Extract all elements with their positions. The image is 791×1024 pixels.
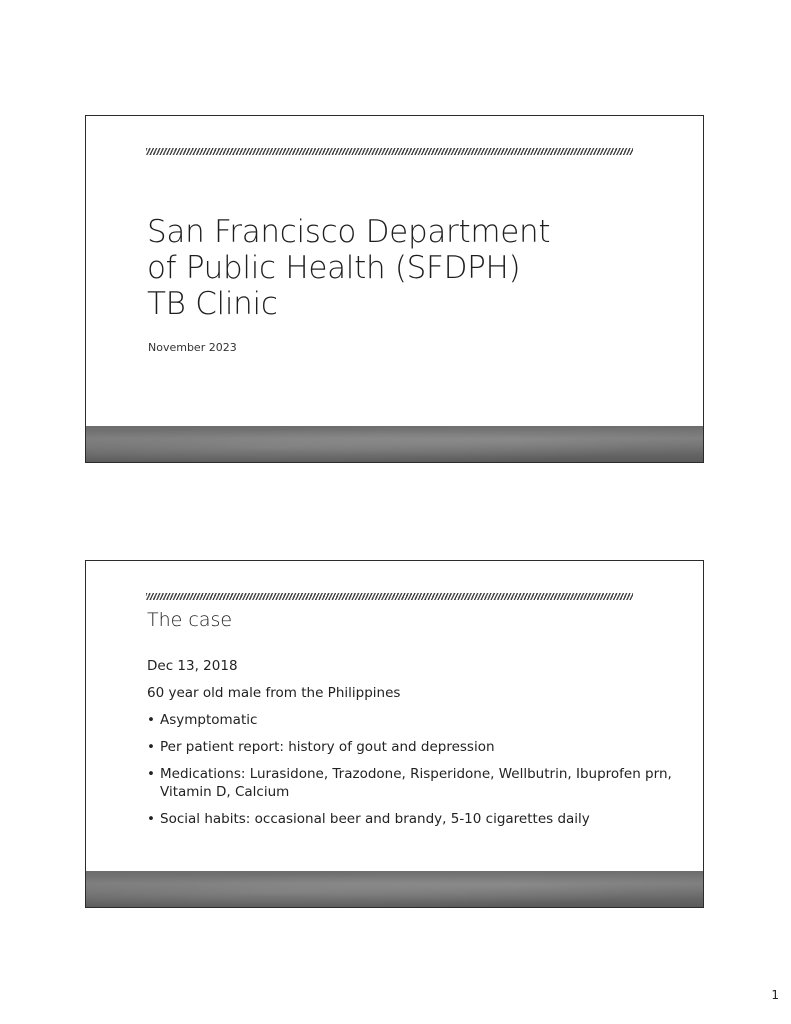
slide-title [85,115,704,463]
title-line: of Public Health (SFDPH) [147,250,521,286]
slide-footer-band [86,426,703,462]
decorative-hatch-bar [146,593,633,600]
bullet-item: • Asymptomatic [147,711,687,729]
slide-footer-band [86,871,703,907]
title-line: San Francisco Department [147,214,551,250]
slide-the-case [85,560,704,908]
case-patient-line: 60 year old male from the Philippines [147,685,401,701]
decorative-hatch-bar [146,148,633,155]
slide-body [147,657,687,837]
page-number: 1 [771,988,779,1002]
case-date: Dec 13, 2018 [147,658,238,674]
title-line: TB Clinic [147,286,278,322]
slide-title-heading [147,214,550,322]
bullet-item: • Medications: Lurasidone, Trazodone, Risperidone, Wellbutrin, Ibuprofen prn, Vitamin D, Calcium [147,765,687,801]
slide-subtitle-date: November 2023 [148,341,237,354]
slide-heading: The case [147,609,233,631]
bullet-item: • Per patient report: history of gout and depression [147,738,687,756]
case-bullet-list [147,711,687,828]
bullet-item: • Social habits: occasional beer and brandy, 5-10 cigarettes daily [147,810,687,828]
